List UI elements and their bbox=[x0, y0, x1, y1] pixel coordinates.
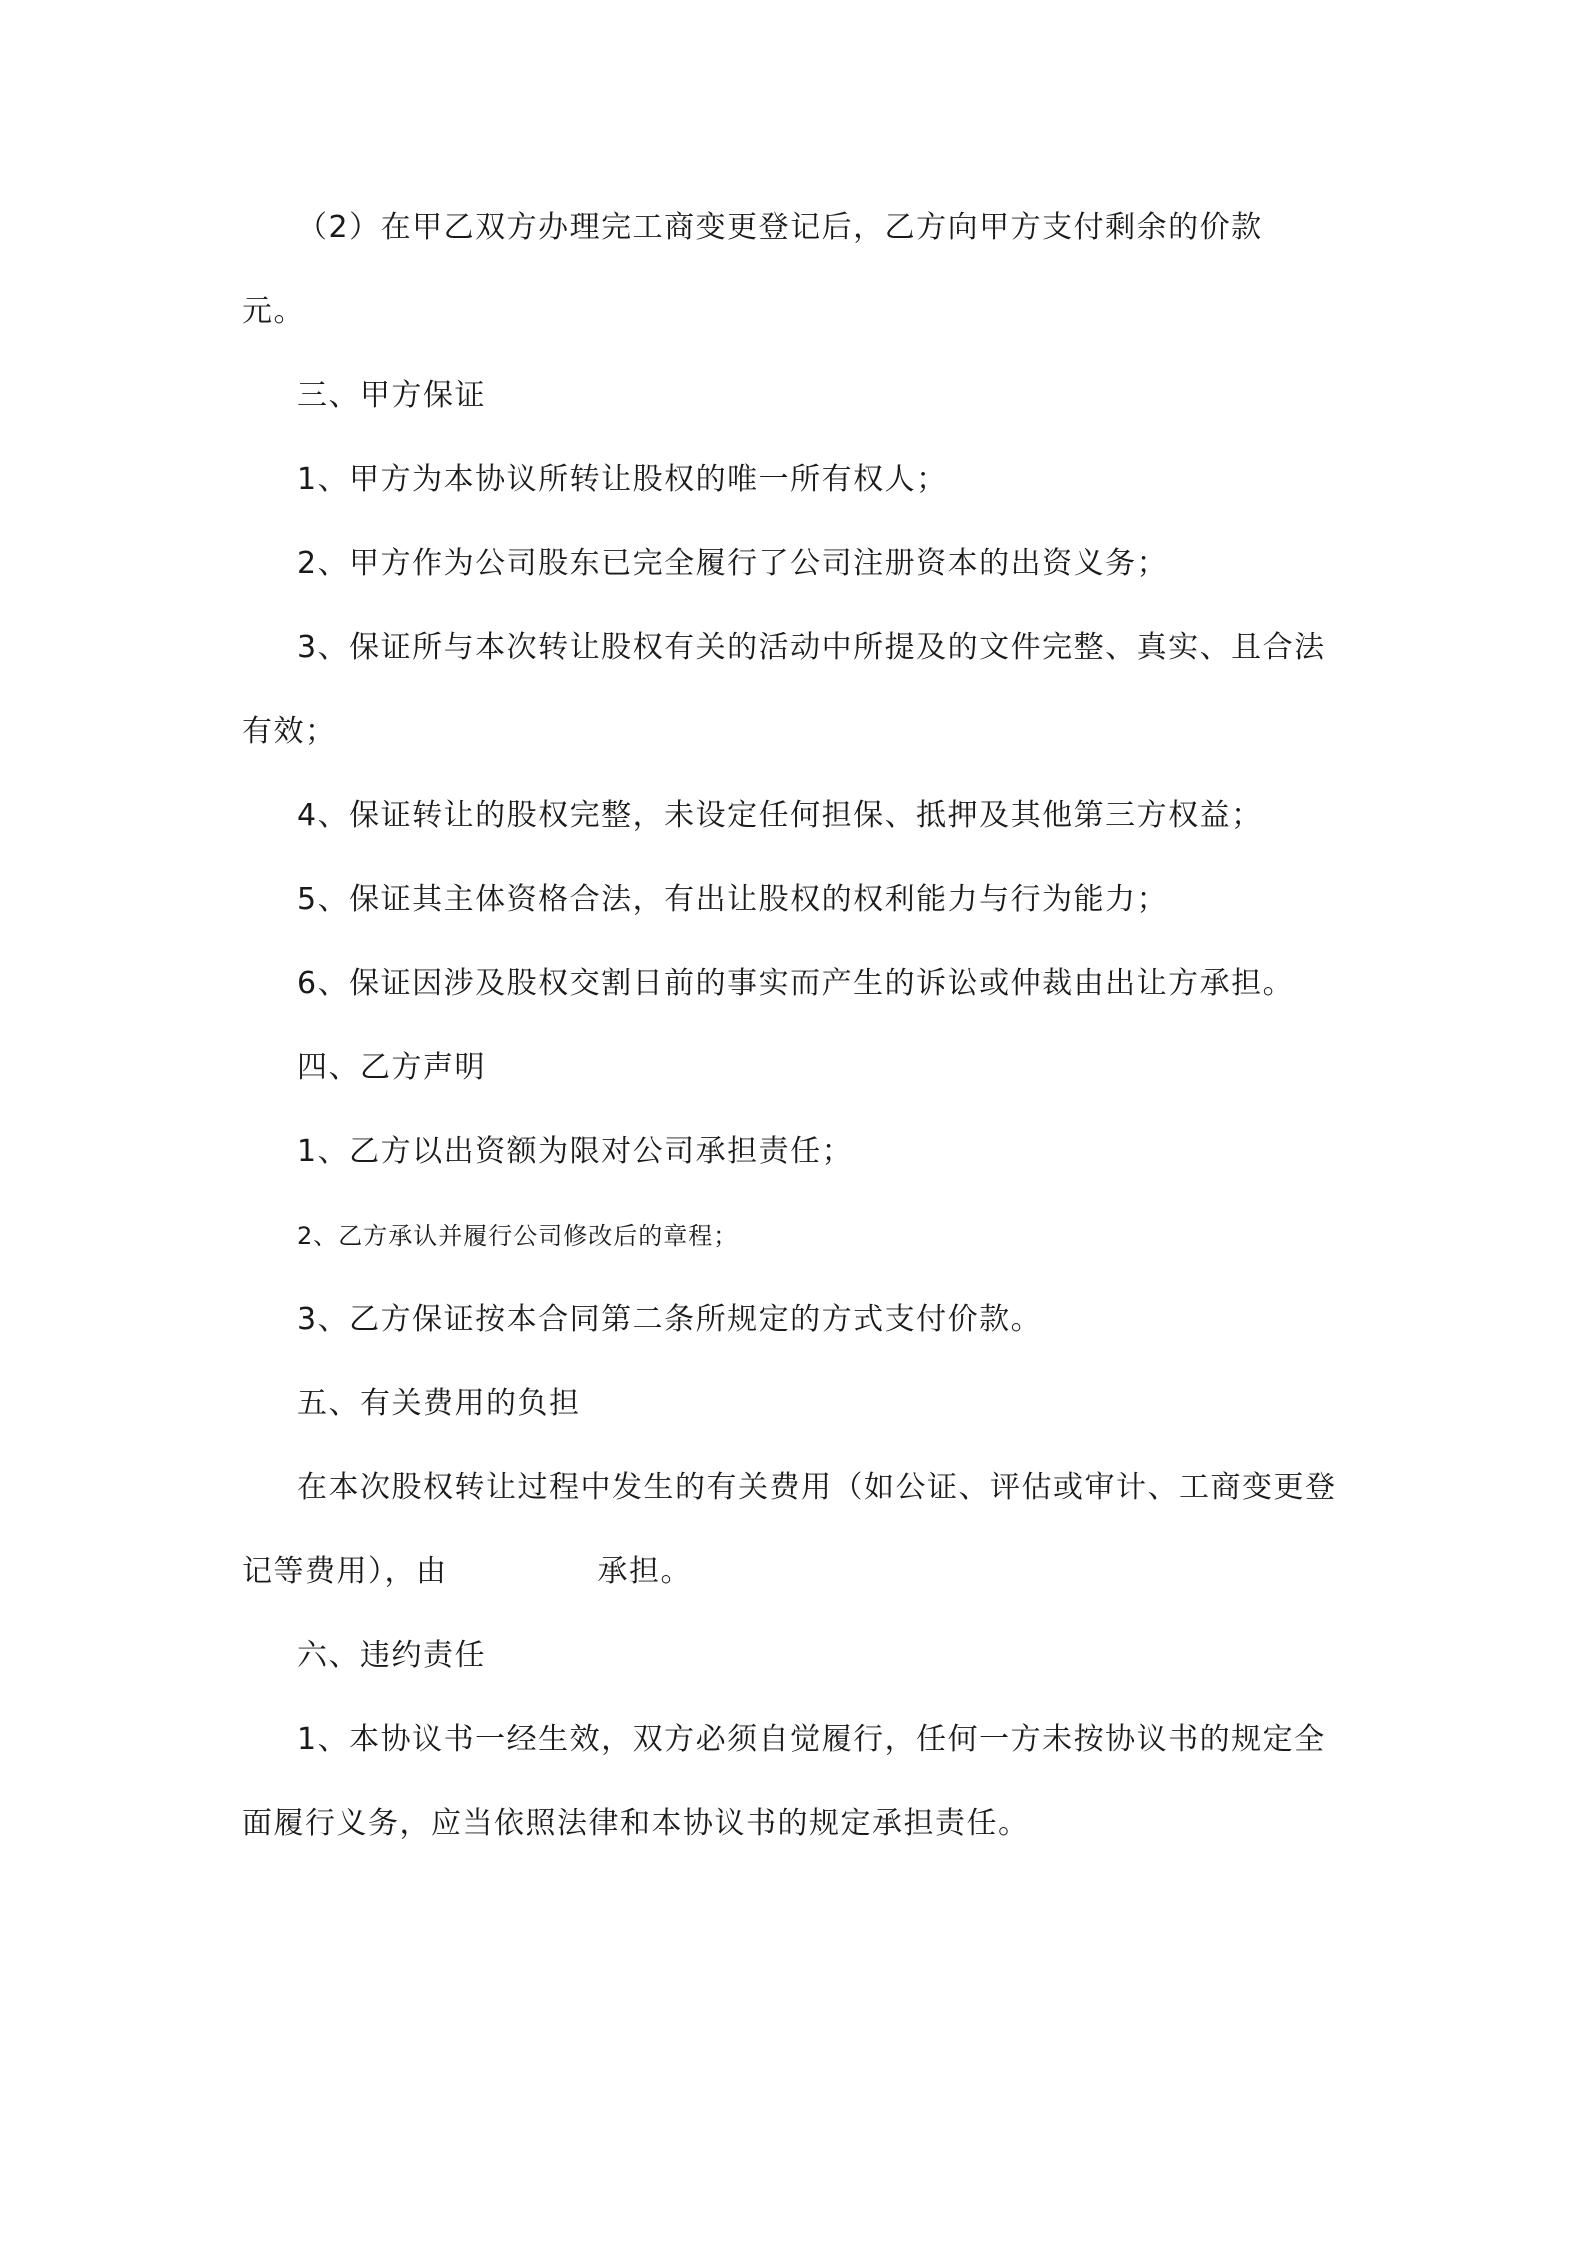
fees-paragraph-cont-start: 记等费用），由 bbox=[242, 1554, 448, 1589]
guarantee-item-4: 4、保证转让的股权完整，未设定任何担保、抵押及其他第三方权益； bbox=[297, 798, 1263, 833]
statement-item-1: 1、乙方以出资额为限对公司承担责任； bbox=[297, 1134, 854, 1169]
paragraph-payment-remaining-cont: 元。 bbox=[242, 294, 305, 329]
statement-item-3: 3、乙方保证按本合同第二条所规定的方式支付价款。 bbox=[297, 1302, 1043, 1337]
section-heading-liability: 六、违约责任 bbox=[297, 1638, 486, 1673]
guarantee-item-3: 3、保证所与本次转让股权有关的活动中所提及的文件完整、真实、且合法 bbox=[297, 630, 1326, 665]
guarantee-item-1: 1、甲方为本协议所转让股权的唯一所有权人； bbox=[297, 462, 948, 497]
guarantee-item-5: 5、保证其主体资格合法，有出让股权的权利能力与行为能力； bbox=[297, 882, 1169, 917]
fees-paragraph-cont bbox=[242, 1530, 692, 1614]
guarantee-item-6: 6、保证因涉及股权交割日前的事实而产生的诉讼或仲裁由出让方承担。 bbox=[297, 966, 1295, 1001]
section-heading-party-b-statement: 四、乙方声明 bbox=[297, 1050, 486, 1085]
guarantee-item-2: 2、甲方作为公司股东已完全履行了公司注册资本的出资义务； bbox=[297, 546, 1169, 581]
liability-item-1-cont: 面履行义务，应当依照法律和本协议书的规定承担责任。 bbox=[242, 1806, 1030, 1841]
fees-paragraph-cont-end: 承担。 bbox=[597, 1554, 692, 1589]
section-heading-party-a-guarantee: 三、甲方保证 bbox=[297, 378, 486, 413]
fees-paragraph: 在本次股权转让过程中发生的有关费用（如公证、评估或审计、工商变更登 bbox=[297, 1470, 1337, 1505]
liability-item-1: 1、本协议书一经生效，双方必须自觉履行，任何一方未按协议书的规定全 bbox=[297, 1722, 1326, 1757]
guarantee-item-3-cont: 有效； bbox=[242, 714, 337, 749]
section-heading-fees: 五、有关费用的负担 bbox=[297, 1386, 581, 1421]
paragraph-payment-remaining: （2）在甲乙双方办理完工商变更登记后，乙方向甲方支付剩余的价款 bbox=[297, 210, 1263, 245]
statement-item-2: 2、乙方承认并履行公司修改后的章程； bbox=[297, 1222, 739, 1250]
